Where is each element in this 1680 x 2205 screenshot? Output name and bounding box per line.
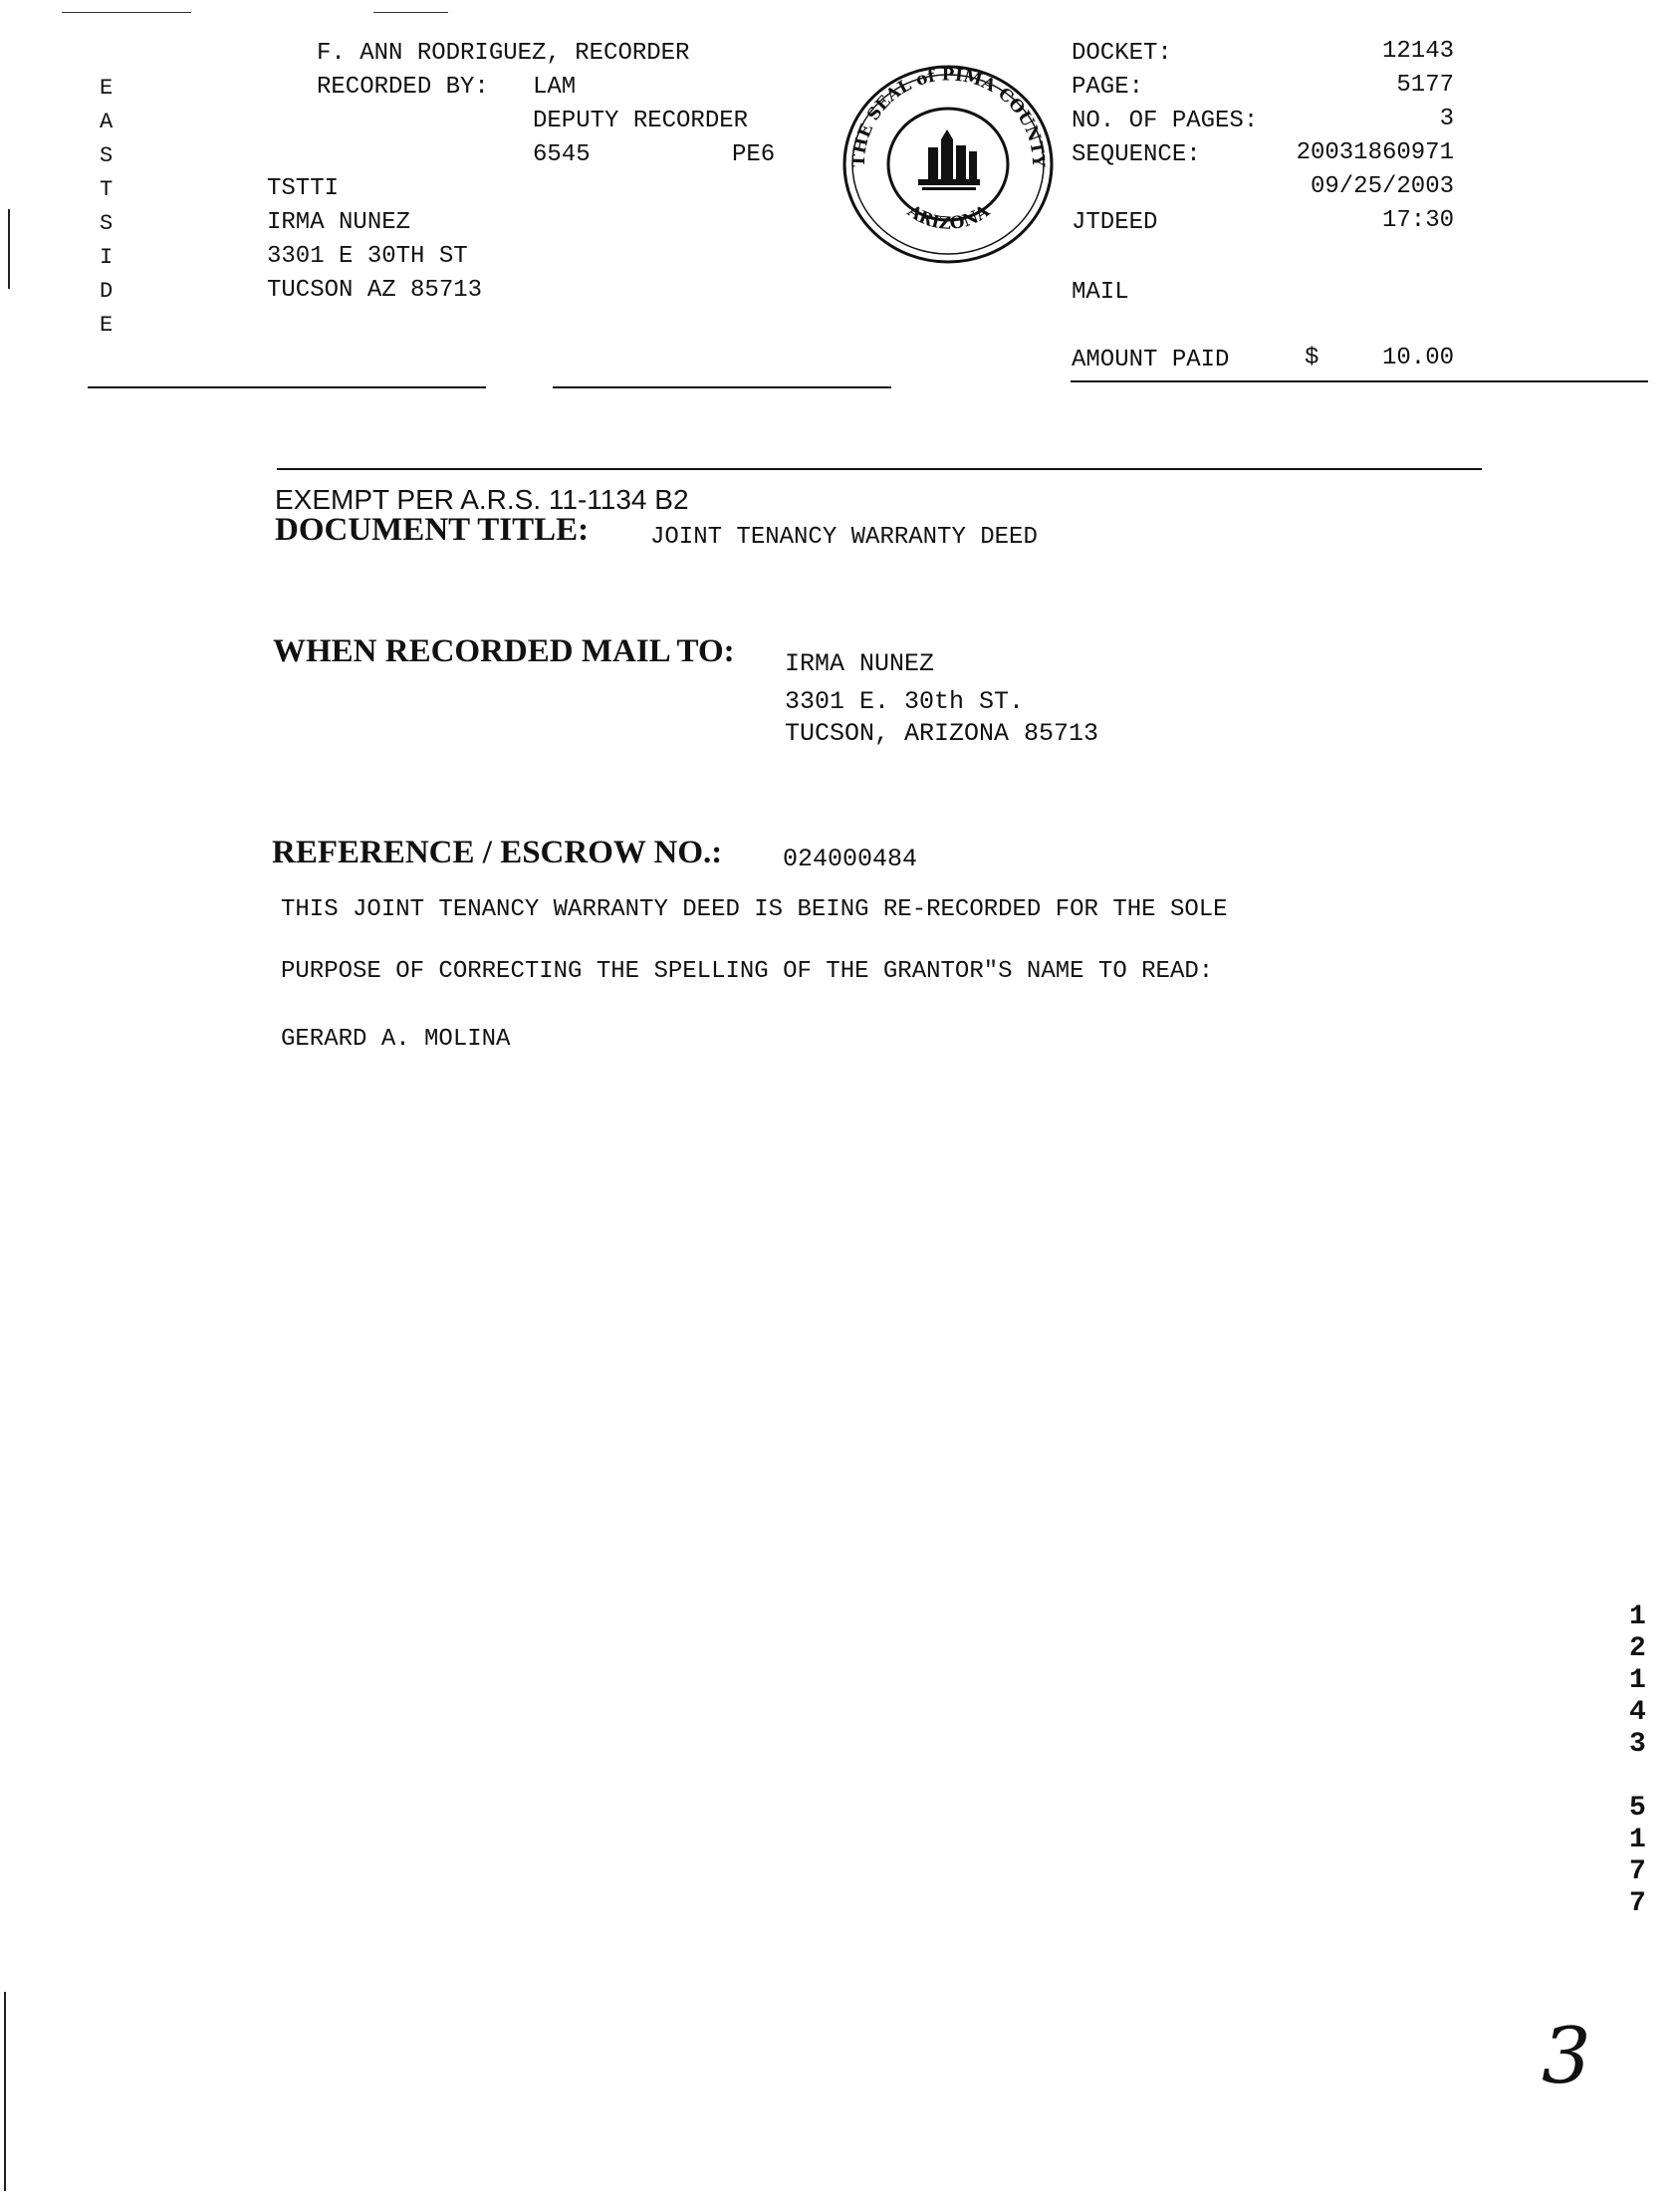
reference-value: 024000484 (783, 845, 918, 873)
side-letter: E (100, 76, 114, 101)
sequence-label: SEQUENCE: (1072, 141, 1201, 168)
mail-to-label: WHEN RECORDED MAIL TO: (273, 633, 735, 669)
party-2: IRMA NUNEZ (267, 209, 411, 236)
recorder-code-1: 6545 (533, 141, 591, 168)
party-address-2: TUCSON AZ 85713 (267, 277, 483, 304)
margin-digit: 3 (1629, 1729, 1646, 1760)
amount-currency: $ (1305, 345, 1320, 371)
margin-digit: 7 (1629, 1888, 1646, 1919)
statement-line-3: GERARD A. MOLINA (281, 1026, 511, 1053)
seal-outer-text: THE SEAL of PIMA COUNTY (848, 65, 1049, 168)
handwritten-page-number: 3 (1542, 2012, 1591, 2101)
page-value: 5177 (1396, 72, 1454, 99)
seal-bottom-text: ARIZONA (903, 201, 994, 235)
recorded-by-value: LAM (533, 74, 577, 101)
party-address-1: 3301 E 30TH ST (267, 243, 468, 270)
side-letter: S (100, 211, 114, 236)
margin-digit: 1 (1629, 1665, 1646, 1696)
recorder-code-2: PE6 (732, 141, 776, 168)
deputy-recorder: DEPUTY RECORDER (533, 108, 749, 134)
scan-edge-mark (8, 209, 10, 289)
side-letter: T (100, 177, 114, 202)
mail-to-line-3: TUCSON, ARIZONA 85713 (785, 719, 1099, 748)
docket-label: DOCKET: (1072, 40, 1172, 67)
side-letter: E (100, 313, 114, 338)
side-letter: I (100, 245, 114, 270)
recorded-time: 17:30 (1381, 207, 1454, 234)
exempt-line: EXEMPT PER A.R.S. 11-1134 B2 (275, 484, 689, 515)
margin-digit: 1 (1629, 1601, 1646, 1632)
side-letter: D (100, 279, 114, 304)
document-title-label: DOCUMENT TITLE: (275, 512, 590, 548)
amount-value: 10.00 (1381, 345, 1454, 371)
margin-digit: 7 (1629, 1856, 1646, 1887)
document-title-value: JOINT TENANCY WARRANTY DEED (650, 524, 1038, 551)
side-letter: S (100, 143, 114, 168)
recorded-by-label: RECORDED BY: (317, 74, 489, 101)
margin-digit: 1 (1629, 1825, 1646, 1855)
mail-to-line-2: 3301 E. 30th ST. (785, 687, 1025, 716)
margin-digit: 4 (1629, 1697, 1646, 1728)
header-rule-right (1071, 380, 1648, 382)
top-rule-left (62, 12, 191, 13)
margin-digit: 5 (1629, 1793, 1646, 1824)
doc-type: JTDEED (1072, 209, 1158, 236)
svg-text:ARIZONA (903, 201, 995, 234)
header-rule-left (88, 386, 486, 388)
recorded-date: 09/25/2003 (1310, 173, 1454, 200)
amount-label: AMOUNT PAID (1072, 347, 1230, 373)
body-top-rule (277, 468, 1482, 470)
header-rule-mid (553, 386, 891, 388)
sequence-value: 20031860971 (1296, 139, 1454, 166)
page-label: PAGE: (1072, 74, 1144, 101)
mail-to-line-1: IRMA NUNEZ (785, 649, 935, 678)
pima-county-seal-icon (837, 60, 1061, 269)
num-pages-value: 3 (1439, 106, 1454, 132)
delivery-method: MAIL (1072, 279, 1129, 306)
recorder-line: F. ANN RODRIGUEZ, RECORDER (317, 40, 690, 67)
side-letter: A (100, 110, 114, 134)
margin-digit: 2 (1629, 1633, 1646, 1664)
reference-label: REFERENCE / ESCROW NO.: (272, 835, 723, 870)
party-1: TSTTI (267, 175, 340, 202)
scan-edge-mark (4, 1992, 6, 2191)
docket-value: 12143 (1381, 38, 1454, 65)
num-pages-label: NO. OF PAGES: (1072, 108, 1259, 134)
top-rule-mid (373, 12, 448, 13)
statement-line-1: THIS JOINT TENANCY WARRANTY DEED IS BEING RE-RECORDED FOR THE SOLE (281, 896, 1228, 923)
statement-line-2: PURPOSE OF CORRECTING THE SPELLING OF THE GRANTOR"S NAME TO READ: (281, 958, 1214, 985)
